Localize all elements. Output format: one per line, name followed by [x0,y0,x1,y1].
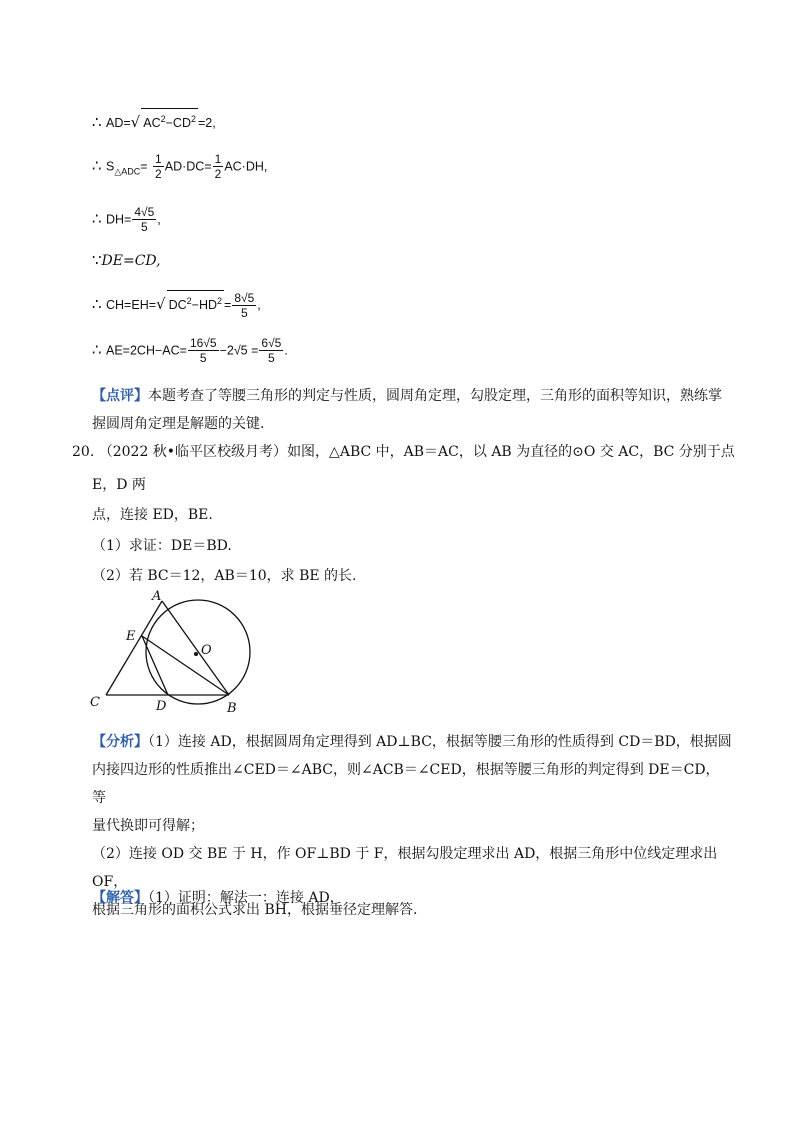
therefore-symbol: ∴ [92,156,102,175]
problem-heading [72,442,735,462]
center-o-point [194,652,198,656]
step-1: ∴ AD=√ $AC^2-CD^2 =2$, [92,108,216,133]
step-6: ∴ AE=2CH−AC= $\frac{16√5}{5}$ −2√5 = $\frac{6√5}{5}$ . [92,336,288,365]
label-e: E [126,629,136,644]
problem-number: 20. [72,444,95,460]
answer-block: 【解答】（1）证明：解法一：连接 AD， [92,890,344,906]
question-2: （2）若 BC＝12，AB＝10，求 BE 的长. [92,568,357,584]
step-5: ∴ CH=EH=√ $DC^2-HD^2$ = $\frac{8√5}{5}$ , [92,290,261,320]
answer-tag: 【解答】 [92,890,148,906]
step-4: ∵DE=CD, [92,251,161,269]
because-symbol: ∵ [92,251,102,269]
analysis-block: 【分析】（1）连接 AD，根据圆周角定理得到 AD⊥BC，根据等腰三角形的性质得到 CD＝BD，根据圆 内接四边形的性质推出∠CED＝∠ABC，则∠ACB＝∠CED，根据等腰三角形的判定得到 DE＝CD，等 量代换即可得解； （2）连接 OD 交 BE 于 H，作 OF⊥BD 于 F，根据勾股定理求出 AD，根据三角形中位线定理求出 OF， 根据三角形的面积公式求出 BH，根据垂径定理解答. [92,734,732,918]
label-a: A [152,589,162,604]
therefore-symbol: ∴ [92,295,102,314]
step-2: ∴ $S_{\triangle ADC}=$ $\frac{1}{2}$ AD·DC= $\frac{1}{2}$ AC·DH, [92,152,268,181]
comment-block: 【点评】本题考查了等腰三角形的判定与性质，圆周角定理，勾股定理，三角形的面积等知识，熟练掌 握圆周角定理是解题的关键. [92,388,722,432]
label-b: B [227,701,237,714]
problem-stem-line2: E，D 两 [92,477,146,493]
label-d: D [156,699,167,714]
problem-stem: 如图，△ABC 中，AB＝AC，以 AB 为直径的⊙O 交 AC，BC 分别于点 [287,444,735,460]
label-c: C [90,695,100,710]
question-1: （1）求证：DE＝BD. [92,538,232,554]
problem-stem-line3: 点，连接 ED，BE. [92,507,213,523]
therefore-symbol: ∴ [92,113,102,132]
label-o: O [201,643,212,658]
analysis-tag: 【分析】 [92,734,148,750]
therefore-symbol: ∴ [92,209,102,228]
problem-source: （2022 秋•临平区校级月考） [98,444,288,460]
segment-ab [162,601,229,695]
comment-tag: 【点评】 [92,388,148,404]
step-3: ∴ DH= $\frac{4√5}{5}$ , [92,205,161,234]
geometry-figure [86,588,266,714]
segment-ac [106,601,162,695]
therefore-symbol: ∴ [92,340,102,359]
